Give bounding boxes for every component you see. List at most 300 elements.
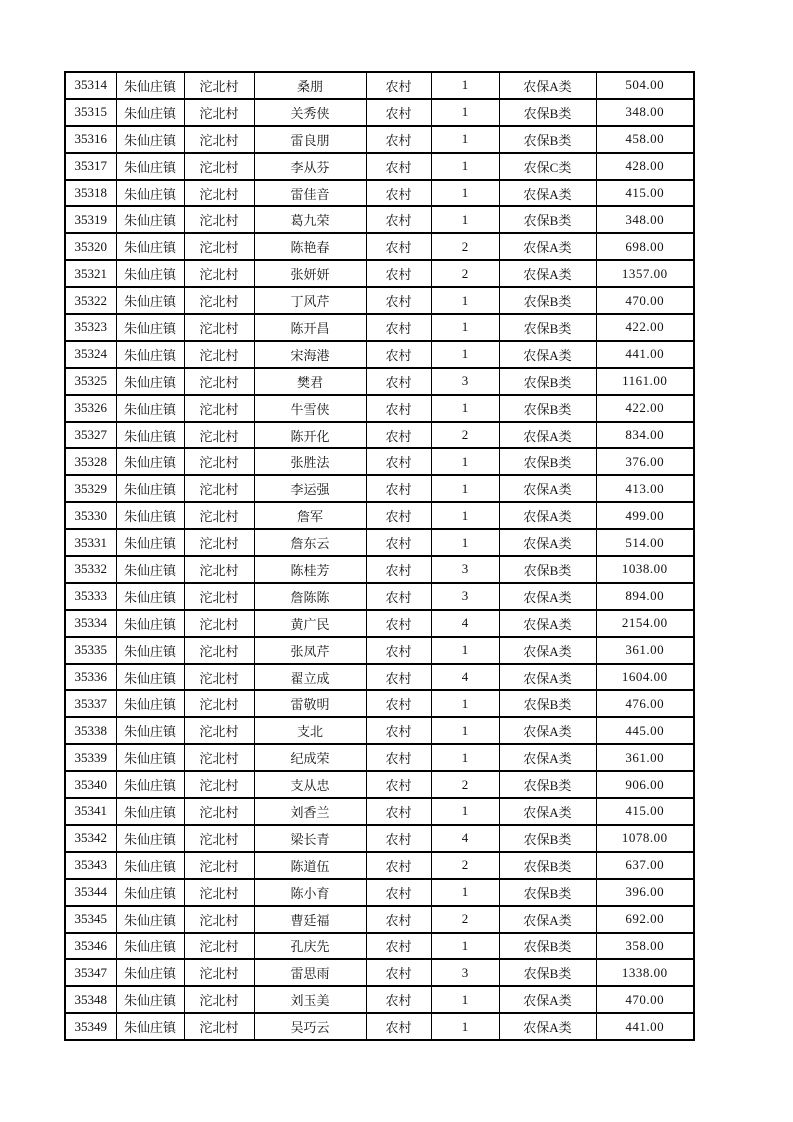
table-cell: 沱北村 [184,233,254,260]
table-cell: 农保A类 [499,798,596,825]
table-cell: 农村 [366,126,431,153]
table-cell: 吴巧云 [254,1013,366,1040]
table-cell: 农村 [366,395,431,422]
table-cell: 农村 [366,906,431,933]
table-cell: 朱仙庄镇 [116,99,184,126]
table-cell: 詹东云 [254,529,366,556]
table-cell: 834.00 [596,422,694,449]
table-cell: 1 [431,341,499,368]
table-cell: 2 [431,260,499,287]
table-cell: 农村 [366,583,431,610]
table-cell: 35315 [65,99,116,126]
table-cell: 沱北村 [184,395,254,422]
table-cell: 农保B类 [499,933,596,960]
table-cell: 朱仙庄镇 [116,986,184,1013]
table-cell: 农保A类 [499,664,596,691]
table-cell: 422.00 [596,314,694,341]
table-cell: 张凤芹 [254,637,366,664]
table-cell: 沱北村 [184,180,254,207]
table-cell: 农村 [366,959,431,986]
table-cell: 陈开昌 [254,314,366,341]
table-cell: 农村 [366,610,431,637]
table-cell: 4 [431,610,499,637]
table-cell: 农村 [366,341,431,368]
table-cell: 35348 [65,986,116,1013]
table-cell: 朱仙庄镇 [116,959,184,986]
table-cell: 陈桂芳 [254,556,366,583]
table-row [65,879,694,906]
insurance-roster-table [64,71,695,1041]
table-cell: 514.00 [596,529,694,556]
table-cell: 35320 [65,233,116,260]
table-cell: 沱北村 [184,852,254,879]
table-cell: 沱北村 [184,744,254,771]
table-cell: 孔庆先 [254,933,366,960]
table-cell: 415.00 [596,798,694,825]
table-cell: 朱仙庄镇 [116,556,184,583]
table-row [65,583,694,610]
table-cell: 农保B类 [499,126,596,153]
table-cell: 宋海港 [254,341,366,368]
table-cell: 农保A类 [499,233,596,260]
table-cell: 朱仙庄镇 [116,825,184,852]
table-cell: 朱仙庄镇 [116,798,184,825]
table-cell: 朱仙庄镇 [116,126,184,153]
table-row [65,72,694,99]
table-cell: 农保B类 [499,206,596,233]
table-cell: 农保A类 [499,422,596,449]
table-cell: 农村 [366,314,431,341]
table-cell: 1 [431,690,499,717]
table-cell: 朱仙庄镇 [116,368,184,395]
table-cell: 35339 [65,744,116,771]
table-cell: 499.00 [596,502,694,529]
table-row [65,959,694,986]
table-row [65,314,694,341]
table-cell: 农保A类 [499,717,596,744]
table-cell: 农保A类 [499,475,596,502]
table-cell: 637.00 [596,852,694,879]
table-cell: 504.00 [596,72,694,99]
table-cell: 农村 [366,798,431,825]
table-cell: 朱仙庄镇 [116,502,184,529]
table-cell: 沱北村 [184,126,254,153]
table-cell: 李从芬 [254,153,366,180]
table-cell: 1 [431,206,499,233]
table-cell: 1 [431,287,499,314]
table-cell: 35322 [65,287,116,314]
table-cell: 35332 [65,556,116,583]
table-cell: 476.00 [596,690,694,717]
table-row [65,852,694,879]
table-cell: 470.00 [596,986,694,1013]
table-cell: 农保A类 [499,180,596,207]
table-cell: 沱北村 [184,341,254,368]
table-cell: 1 [431,153,499,180]
table-cell: 35340 [65,771,116,798]
table-cell: 35341 [65,798,116,825]
table-cell: 沱北村 [184,314,254,341]
table-cell: 沱北村 [184,637,254,664]
table-cell: 1078.00 [596,825,694,852]
table-cell: 35333 [65,583,116,610]
table-cell: 1 [431,933,499,960]
table-cell: 农村 [366,556,431,583]
table-cell: 35329 [65,475,116,502]
table-cell: 35328 [65,448,116,475]
table-cell: 牛雪侠 [254,395,366,422]
table-cell: 1 [431,986,499,1013]
table-cell: 朱仙庄镇 [116,314,184,341]
table-row [65,744,694,771]
table-cell: 农保A类 [499,906,596,933]
table-cell: 348.00 [596,206,694,233]
table-cell: 422.00 [596,395,694,422]
table-cell: 458.00 [596,126,694,153]
table-cell: 朱仙庄镇 [116,744,184,771]
table-cell: 朱仙庄镇 [116,690,184,717]
table-cell: 朱仙庄镇 [116,206,184,233]
table-cell: 农村 [366,879,431,906]
table-cell: 陈开化 [254,422,366,449]
table-cell: 詹陈陈 [254,583,366,610]
table-cell: 35342 [65,825,116,852]
table-cell: 沱北村 [184,664,254,691]
table-cell: 农保B类 [499,99,596,126]
table-cell: 朱仙庄镇 [116,72,184,99]
table-cell: 沱北村 [184,690,254,717]
table-cell: 农保B类 [499,368,596,395]
table-cell: 沱北村 [184,153,254,180]
table-cell: 农村 [366,933,431,960]
table-cell: 农保B类 [499,314,596,341]
table-row [65,717,694,744]
table-cell: 沱北村 [184,206,254,233]
table-row [65,180,694,207]
table-cell: 雷敬明 [254,690,366,717]
table-cell: 农村 [366,986,431,1013]
table-cell: 1 [431,798,499,825]
table-cell: 35338 [65,717,116,744]
table-cell: 朱仙庄镇 [116,1013,184,1040]
table-cell: 农保A类 [499,986,596,1013]
table-cell: 詹军 [254,502,366,529]
table-cell: 农保B类 [499,448,596,475]
table-cell: 刘玉美 [254,986,366,1013]
table-row [65,126,694,153]
table-row [65,825,694,852]
table-cell: 2 [431,852,499,879]
table-cell: 农保A类 [499,744,596,771]
table-row [65,986,694,1013]
table-cell: 雷佳音 [254,180,366,207]
table-cell: 沱北村 [184,825,254,852]
table-row [65,771,694,798]
table-cell: 农村 [366,72,431,99]
table-cell: 农村 [366,206,431,233]
table-cell: 1038.00 [596,556,694,583]
table-cell: 支从忠 [254,771,366,798]
table-cell: 沱北村 [184,717,254,744]
table-cell: 纪成荣 [254,744,366,771]
table-cell: 35346 [65,933,116,960]
table-cell: 沱北村 [184,771,254,798]
table-cell: 692.00 [596,906,694,933]
table-cell: 35343 [65,852,116,879]
table-cell: 沱北村 [184,933,254,960]
table-cell: 农村 [366,287,431,314]
table-row [65,906,694,933]
table-row [65,1013,694,1040]
table-cell: 朱仙庄镇 [116,529,184,556]
table-cell: 沱北村 [184,906,254,933]
table-cell: 农保B类 [499,879,596,906]
table-cell: 朱仙庄镇 [116,717,184,744]
table-cell: 樊君 [254,368,366,395]
table-cell: 农保B类 [499,771,596,798]
table-cell: 农保B类 [499,395,596,422]
table-cell: 1 [431,637,499,664]
table-cell: 雷思雨 [254,959,366,986]
table-cell: 陈艳春 [254,233,366,260]
table-cell: 农村 [366,1013,431,1040]
table-cell: 906.00 [596,771,694,798]
table-cell: 农村 [366,771,431,798]
table-cell: 农保A类 [499,583,596,610]
table-cell: 农村 [366,825,431,852]
table-cell: 4 [431,664,499,691]
table-cell: 沱北村 [184,475,254,502]
table-cell: 1 [431,744,499,771]
table-cell: 沱北村 [184,260,254,287]
table-cell: 朱仙庄镇 [116,180,184,207]
table-cell: 农保B类 [499,287,596,314]
table-cell: 35321 [65,260,116,287]
table-cell: 3 [431,959,499,986]
table-cell: 朱仙庄镇 [116,637,184,664]
table-cell: 农村 [366,529,431,556]
table-cell: 沱北村 [184,422,254,449]
table-cell: 441.00 [596,341,694,368]
table-cell: 3 [431,583,499,610]
table-cell: 35324 [65,341,116,368]
table-cell: 农村 [366,153,431,180]
table-row [65,233,694,260]
table-cell: 1 [431,72,499,99]
table-cell: 2 [431,771,499,798]
table-row [65,556,694,583]
table-cell: 沱北村 [184,610,254,637]
table-cell: 35330 [65,502,116,529]
table-cell: 1161.00 [596,368,694,395]
table-cell: 朱仙庄镇 [116,422,184,449]
table-cell: 农保B类 [499,556,596,583]
table-cell: 沱北村 [184,959,254,986]
table-cell: 沱北村 [184,287,254,314]
table-cell: 35344 [65,879,116,906]
table-cell: 农保A类 [499,610,596,637]
table-cell: 2 [431,422,499,449]
table-row [65,206,694,233]
table-cell: 1 [431,314,499,341]
table-cell: 1 [431,395,499,422]
table-cell: 农村 [366,99,431,126]
table-cell: 1 [431,717,499,744]
table-cell: 朱仙庄镇 [116,771,184,798]
table-cell: 35314 [65,72,116,99]
table-cell: 农保A类 [499,260,596,287]
table-cell: 1338.00 [596,959,694,986]
table-cell: 支北 [254,717,366,744]
table-cell: 农村 [366,233,431,260]
table-cell: 关秀侠 [254,99,366,126]
table-cell: 朱仙庄镇 [116,906,184,933]
table-row [65,368,694,395]
table-cell: 农村 [366,664,431,691]
table-cell: 朱仙庄镇 [116,852,184,879]
table-cell: 农村 [366,368,431,395]
table-cell: 1357.00 [596,260,694,287]
table-cell: 2 [431,906,499,933]
table-cell: 朱仙庄镇 [116,448,184,475]
table-cell: 农村 [366,717,431,744]
table-cell: 1604.00 [596,664,694,691]
table-cell: 朱仙庄镇 [116,583,184,610]
table-cell: 朱仙庄镇 [116,664,184,691]
table-cell: 35349 [65,1013,116,1040]
table-row [65,475,694,502]
table-cell: 农保B类 [499,959,596,986]
table-cell: 396.00 [596,879,694,906]
table-cell: 445.00 [596,717,694,744]
table-cell: 35316 [65,126,116,153]
table-cell: 沱北村 [184,986,254,1013]
table-cell: 李运强 [254,475,366,502]
table-cell: 358.00 [596,933,694,960]
table-cell: 朱仙庄镇 [116,395,184,422]
table-cell: 雷良朋 [254,126,366,153]
table-cell: 丁风芹 [254,287,366,314]
table-cell: 415.00 [596,180,694,207]
table-cell: 朱仙庄镇 [116,610,184,637]
table-cell: 1 [431,502,499,529]
table-cell: 沱北村 [184,502,254,529]
table-cell: 35323 [65,314,116,341]
table-cell: 农保A类 [499,529,596,556]
table-cell: 沱北村 [184,798,254,825]
table-cell: 35318 [65,180,116,207]
table-cell: 1 [431,180,499,207]
table-cell: 农村 [366,260,431,287]
table-cell: 沱北村 [184,879,254,906]
table-cell: 35325 [65,368,116,395]
table-row [65,260,694,287]
table-cell: 农保B类 [499,825,596,852]
table-cell: 2 [431,233,499,260]
table-cell: 35317 [65,153,116,180]
table-cell: 698.00 [596,233,694,260]
table-cell: 3 [431,556,499,583]
table-row [65,690,694,717]
table-cell: 413.00 [596,475,694,502]
table-cell: 朱仙庄镇 [116,879,184,906]
table-cell: 35331 [65,529,116,556]
table-cell: 35319 [65,206,116,233]
table-cell: 葛九荣 [254,206,366,233]
table-cell: 农保B类 [499,852,596,879]
table-cell: 470.00 [596,287,694,314]
table-cell: 农保A类 [499,637,596,664]
table-cell: 农村 [366,852,431,879]
table-cell: 黄广民 [254,610,366,637]
table-cell: 农村 [366,422,431,449]
table-cell: 农村 [366,448,431,475]
table-cell: 农村 [366,690,431,717]
table-cell: 35326 [65,395,116,422]
table-row [65,153,694,180]
table-cell: 张胜法 [254,448,366,475]
table-row [65,933,694,960]
table-cell: 3 [431,368,499,395]
table-cell: 朱仙庄镇 [116,475,184,502]
table-cell: 4 [431,825,499,852]
table-cell: 361.00 [596,744,694,771]
table-cell: 1 [431,1013,499,1040]
table-cell: 农村 [366,180,431,207]
table-cell: 1 [431,529,499,556]
table-cell: 陈道伍 [254,852,366,879]
table-row [65,422,694,449]
table-cell: 35334 [65,610,116,637]
table-cell: 朱仙庄镇 [116,153,184,180]
table-cell: 沱北村 [184,99,254,126]
table-cell: 35345 [65,906,116,933]
table-cell: 朱仙庄镇 [116,341,184,368]
table-row [65,448,694,475]
table-cell: 沱北村 [184,368,254,395]
table-cell: 348.00 [596,99,694,126]
table-cell: 1 [431,475,499,502]
table-cell: 朱仙庄镇 [116,287,184,314]
table-cell: 35337 [65,690,116,717]
table-cell: 沱北村 [184,583,254,610]
table-cell: 农村 [366,637,431,664]
table-cell: 1 [431,126,499,153]
table-row [65,637,694,664]
table-cell: 1 [431,879,499,906]
table-row [65,287,694,314]
table-cell: 2154.00 [596,610,694,637]
table-cell: 农保A类 [499,502,596,529]
table-row [65,664,694,691]
table-cell: 曹廷福 [254,906,366,933]
table-cell: 桑朋 [254,72,366,99]
table-cell: 农村 [366,502,431,529]
table-cell: 沱北村 [184,448,254,475]
table-cell: 朱仙庄镇 [116,233,184,260]
table-cell: 农保A类 [499,1013,596,1040]
table-row [65,99,694,126]
table-row [65,502,694,529]
table-cell: 农村 [366,744,431,771]
table-cell: 1 [431,448,499,475]
table-cell: 428.00 [596,153,694,180]
table-cell: 朱仙庄镇 [116,260,184,287]
table-cell: 农保B类 [499,690,596,717]
table-cell: 35327 [65,422,116,449]
table-cell: 朱仙庄镇 [116,933,184,960]
table-row [65,341,694,368]
